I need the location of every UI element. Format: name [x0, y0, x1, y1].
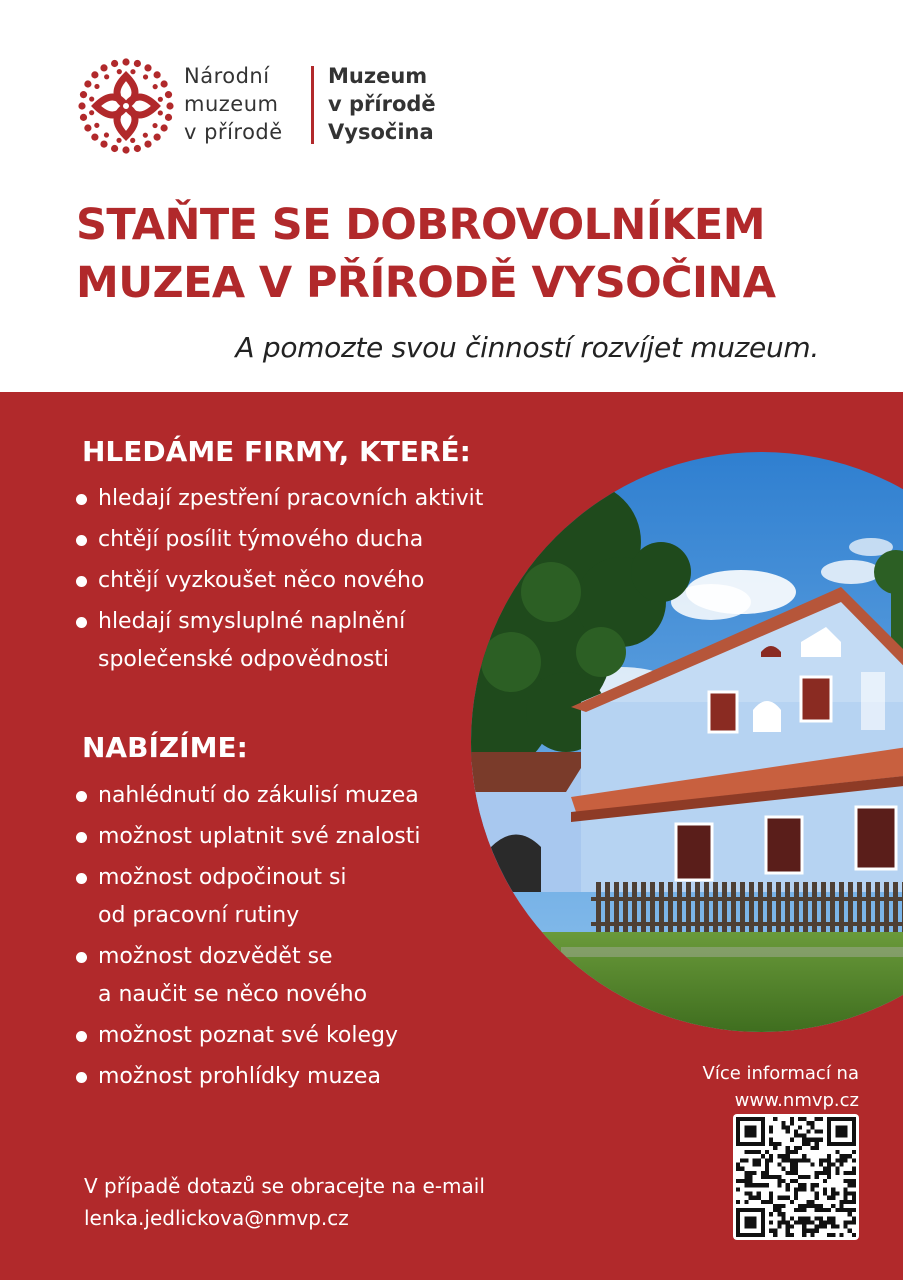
more-info: [703, 1060, 859, 1114]
page-title-line-1: STAŇTE SE DOBROVOLNÍKEM: [76, 200, 765, 250]
list-item: nahlédnutí do zákulisí muzea: [76, 775, 420, 816]
list-item: hledají zpestření pracovních aktivit: [76, 478, 483, 519]
website-link[interactable]: www.nmvp.cz: [734, 1090, 859, 1111]
org-name-vysocina: Muzeum v přírodě Vysočina: [328, 64, 436, 144]
org-name-national: Národní muzeum v přírodě: [184, 64, 283, 144]
contact-info: [84, 1170, 485, 1234]
list-item: možnost dozvědět se a naučit se něco nového: [76, 936, 420, 1015]
page-subtitle: A pomozte svou činností rozvíjet muzeum.: [235, 331, 819, 364]
contact-text: V případě dotazů se obracejte na e-mail: [84, 1174, 485, 1198]
rosette-ornament-icon: [78, 58, 174, 154]
list-item: možnost uplatnit své znalosti: [76, 816, 420, 857]
list-item: možnost prohlídky muzea: [76, 1056, 420, 1097]
logo-divider: [311, 66, 314, 144]
list-item: hledají smysluplné naplnění společenské odpovědnosti: [76, 601, 483, 680]
offer-title: NABÍZÍME:: [82, 731, 248, 764]
list-item: chtějí vyzkoušet něco nového: [76, 560, 483, 601]
list-item: možnost odpočinout si od pracovní rutiny: [76, 857, 420, 936]
contact-email-link[interactable]: lenka.jedlickova@nmvp.cz: [84, 1206, 349, 1230]
more-info-text: Více informací na: [702, 1063, 859, 1084]
list-item: chtějí posílit týmového ducha: [76, 519, 483, 560]
qr-code-icon[interactable]: [733, 1114, 859, 1240]
page-title: [76, 196, 876, 312]
firms-list: [76, 478, 483, 680]
offer-list: [76, 775, 420, 1097]
list-item: možnost poznat své kolegy: [76, 1015, 420, 1056]
firms-title: HLEDÁME FIRMY, KTERÉ:: [82, 435, 471, 468]
header: [0, 0, 903, 392]
page-title-line-2: MUZEA V PŘÍRODĚ VYSOČINA: [76, 258, 776, 308]
